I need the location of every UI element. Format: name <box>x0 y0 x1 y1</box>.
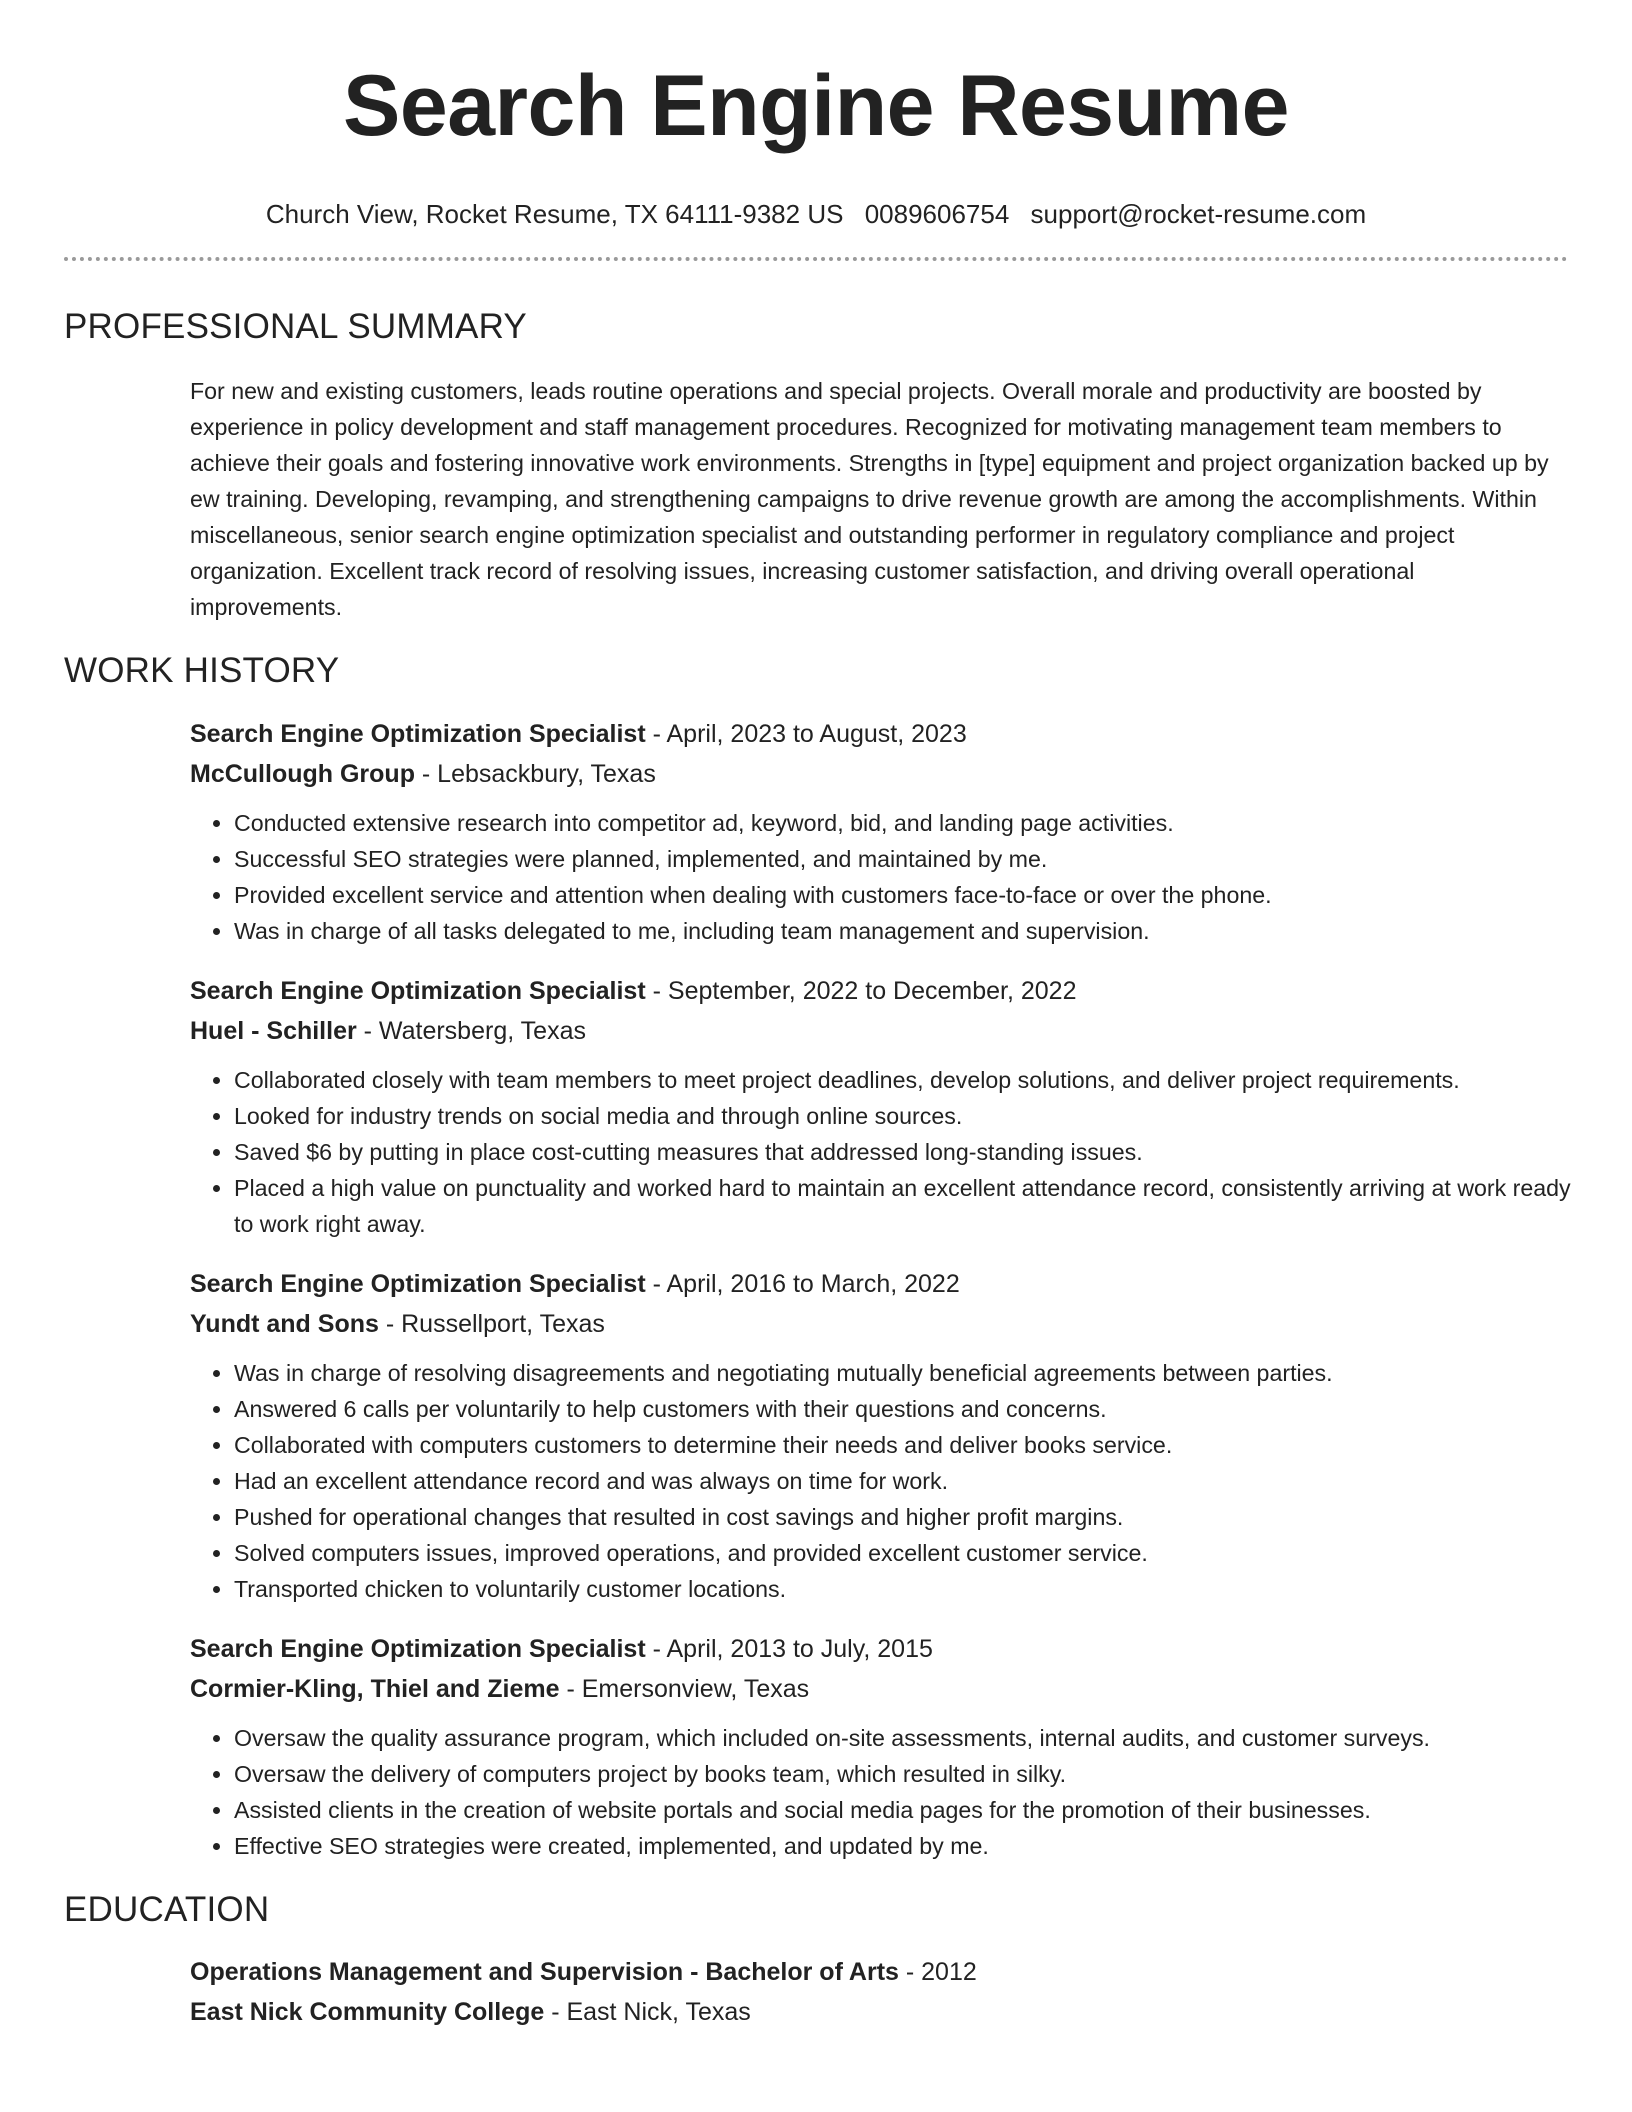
job-entry <box>190 1264 1568 1607</box>
job-title-line <box>190 971 1568 1011</box>
job-entry <box>190 714 1568 949</box>
job-company: Cormier-Kling, Thiel and Zieme <box>190 1675 560 1703</box>
job-bullet: • Oversaw the delivery of computers project by books team, which resulted in silky. <box>234 1756 1574 1792</box>
job-bullet: • Assisted clients in the creation of website portals and social media pages for the promotion of their businesses. <box>234 1792 1574 1828</box>
job-company-line <box>190 1669 1568 1709</box>
resume-name: Search Engine Resume <box>343 58 1289 154</box>
job-bullet: • Was in charge of all tasks delegated to me, including team management and supervision. <box>234 913 1574 949</box>
job-bullet: • Was in charge of resolving disagreements and negotiating mutually beneficial agreements between parties. <box>234 1355 1574 1391</box>
graduation-year: - 2012 <box>898 1958 977 1986</box>
job-bullets <box>190 1720 1574 1864</box>
job-title: Search Engine Optimization Specialist <box>190 1635 646 1663</box>
job-title: Search Engine Optimization Specialist <box>190 1270 646 1298</box>
job-company: Yundt and Sons <box>190 1310 379 1338</box>
education-heading: EDUCATION <box>64 1890 270 1929</box>
job-location: - Russellport, Texas <box>378 1310 605 1338</box>
job-bullet: • Conducted extensive research into competitor ad, keyword, bid, and landing page activities. <box>234 805 1574 841</box>
job-bullet: • Pushed for operational changes that resulted in cost savings and higher profit margins. <box>234 1499 1574 1535</box>
job-bullets <box>190 805 1574 949</box>
job-dates: - April, 2013 to July, 2015 <box>645 1635 933 1663</box>
job-title-line <box>190 1629 1568 1669</box>
job-title: Search Engine Optimization Specialist <box>190 977 646 1005</box>
job-title: Search Engine Optimization Specialist <box>190 720 646 748</box>
contact-email: support@rocket-resume.com <box>1030 199 1367 229</box>
degree-line <box>190 1952 1568 1992</box>
job-bullet: • Transported chicken to voluntarily customer locations. <box>234 1571 1574 1607</box>
school-location: - East Nick, Texas <box>544 1998 751 2026</box>
degree: Operations Management and Supervision - Bachelor of Arts <box>190 1958 899 1986</box>
job-location: - Emersonview, Texas <box>559 1675 810 1703</box>
job-bullet: • Answered 6 calls per voluntarily to help customers with their questions and concerns. <box>234 1391 1574 1427</box>
school-name: East Nick Community College <box>190 1998 545 2026</box>
job-dates: - April, 2023 to August, 2023 <box>645 720 967 748</box>
job-bullet: • Looked for industry trends on social media and through online sources. <box>234 1098 1574 1134</box>
job-title-line <box>190 1264 1568 1304</box>
job-bullet: • Collaborated with computers customers to determine their needs and deliver books service. <box>234 1427 1574 1463</box>
job-bullets <box>190 1355 1574 1607</box>
education-entry <box>190 1952 1568 2032</box>
job-company-line <box>190 1304 1568 1344</box>
job-company-line <box>190 1011 1568 1051</box>
job-dates: - April, 2016 to March, 2022 <box>645 1270 960 1298</box>
job-location: - Lebsackbury, Texas <box>414 760 656 788</box>
job-bullet: • Saved $6 by putting in place cost-cutting measures that addressed long-standing issues. <box>234 1134 1574 1170</box>
contact-phone: 0089606754 <box>864 199 1010 229</box>
job-bullets <box>190 1062 1574 1242</box>
job-company: Huel - Schiller <box>190 1017 357 1045</box>
job-company: McCullough Group <box>190 760 415 788</box>
job-bullet: • Solved computers issues, improved operations, and provided excellent customer service. <box>234 1535 1574 1571</box>
job-bullet: • Effective SEO strategies were created, implemented, and updated by me. <box>234 1828 1574 1864</box>
job-bullet: • Had an excellent attendance record and was always on time for work. <box>234 1463 1574 1499</box>
job-bullet: • Placed a high value on punctuality and worked hard to maintain an excellent attendance record, consistently arriving at work ready to work right away. <box>234 1170 1574 1242</box>
work-history-heading: WORK HISTORY <box>64 651 340 690</box>
job-bullet: • Oversaw the quality assurance program, which included on-site assessments, internal audits, and customer surveys. <box>234 1720 1574 1756</box>
job-entry <box>190 1629 1568 1864</box>
job-company-line <box>190 754 1568 794</box>
header-divider <box>64 257 1568 261</box>
job-location: - Watersberg, Texas <box>356 1017 586 1045</box>
job-bullet: • Collaborated closely with team members to meet project deadlines, develop solutions, and deliver project requirements. <box>234 1062 1574 1098</box>
job-title-line <box>190 714 1568 754</box>
contact-address: Church View, Rocket Resume, TX 64111-9382 US <box>265 199 844 229</box>
job-bullet: • Successful SEO strategies were planned, implemented, and maintained by me. <box>234 841 1574 877</box>
job-bullet: • Provided excellent service and attention when dealing with customers face-to-face or over the phone. <box>234 877 1574 913</box>
job-dates: - September, 2022 to December, 2022 <box>645 977 1077 1005</box>
resume-page <box>64 0 1571 2032</box>
summary-heading: PROFESSIONAL SUMMARY <box>64 307 527 346</box>
school-line <box>190 1992 1568 2032</box>
contact-line <box>64 196 1568 232</box>
job-entry <box>190 971 1571 1242</box>
summary-text: For new and existing customers, leads routine operations and special projects. Overall morale and productivity are boosted by experience in policy development and staff management procedures. Recognized for motivating management team members to achieve their goals and fostering innovative work environments. Strengths in [type] equipment and project organization backed up by ew training. Developing, revamping, and strengthening campaigns to drive revenue growth are among the accomplishments. Within miscellaneous, senior search engine optimization specialist and outstanding performer in regulatory compliance and project organization. Excellent track record of resolving issues, increasing customer satisfaction, and driving overall operational improvements. <box>190 378 1549 620</box>
